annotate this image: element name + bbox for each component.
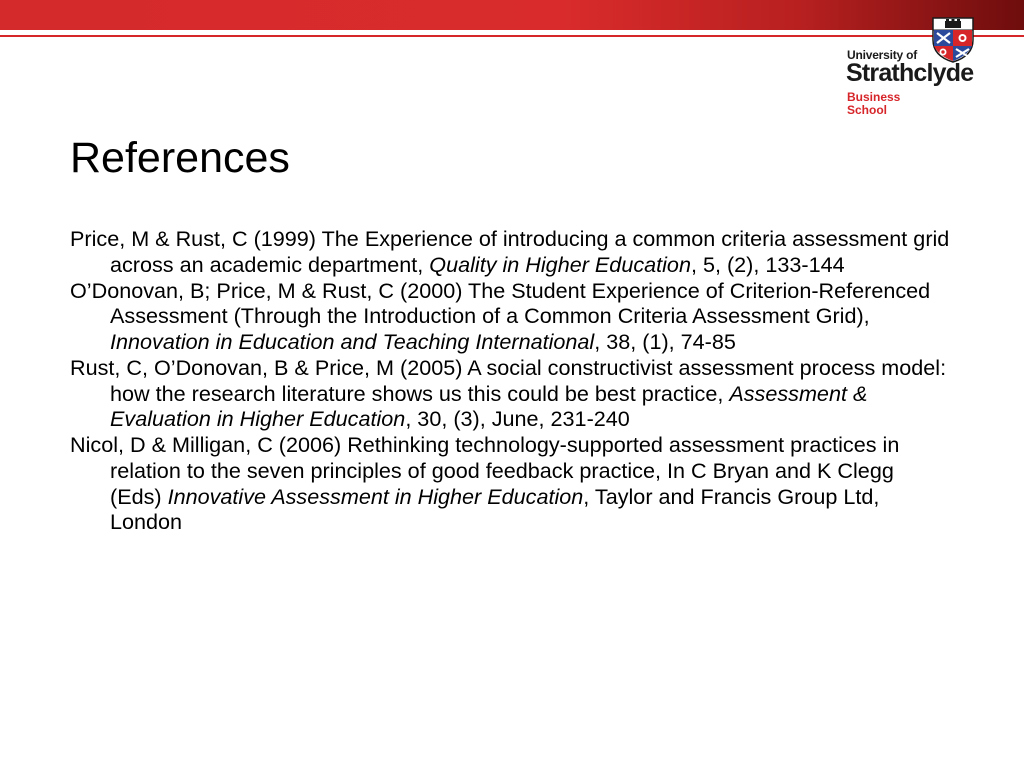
reference-text: Nicol, D & Milligan, C (2006) Rethinking technology-supported assessment practices in relation to the seven principles of good feedback practice, In C Bryan and K Clegg (Eds) [70, 432, 900, 509]
reference-details: , 5, (2), 133-144 [690, 251, 845, 277]
university-logo [845, 12, 995, 122]
reference-text: Price, M & Rust, C (1999) The Experience of introducing a common criteria assessment grid across an academic department, [70, 226, 950, 277]
logo-university-of: University of [847, 48, 918, 62]
reference-item [70, 278, 950, 355]
reference-details: , 38, (1), 74-85 [594, 329, 736, 354]
reference-text: O’Donovan, B; Price, M & Rust, C (2000) The Student Experience of Criterion-Referenced Assessment (Through the Introduction of a Common Criteria Assessment Grid), [70, 277, 931, 329]
reference-item [70, 432, 950, 535]
journal-title: Quality in Higher Education [429, 251, 691, 277]
reference-details: , 30, (3), June, 231-240 [405, 406, 630, 432]
crest-icon [927, 12, 979, 64]
logo-business-school: Business School [847, 90, 901, 117]
journal-title: Innovative Assessment in Higher Education [167, 483, 584, 509]
reference-item [70, 226, 950, 278]
reference-text: Rust, C, O’Donovan, B & Price, M (2005) A social constructivist assessment process model: how the research literature shows us this could be best practice, [70, 354, 947, 406]
reference-details: , Taylor and Francis Group Ltd, London [110, 483, 880, 535]
logo-strathclyde: Strathclyde [846, 59, 974, 87]
journal-title: Assessment & Evaluation in Higher Education [110, 380, 868, 432]
reference-item [70, 355, 950, 432]
slide-title: References [70, 134, 290, 182]
reference-list [70, 226, 950, 535]
journal-title: Innovation in Education and Teaching International [110, 329, 595, 354]
